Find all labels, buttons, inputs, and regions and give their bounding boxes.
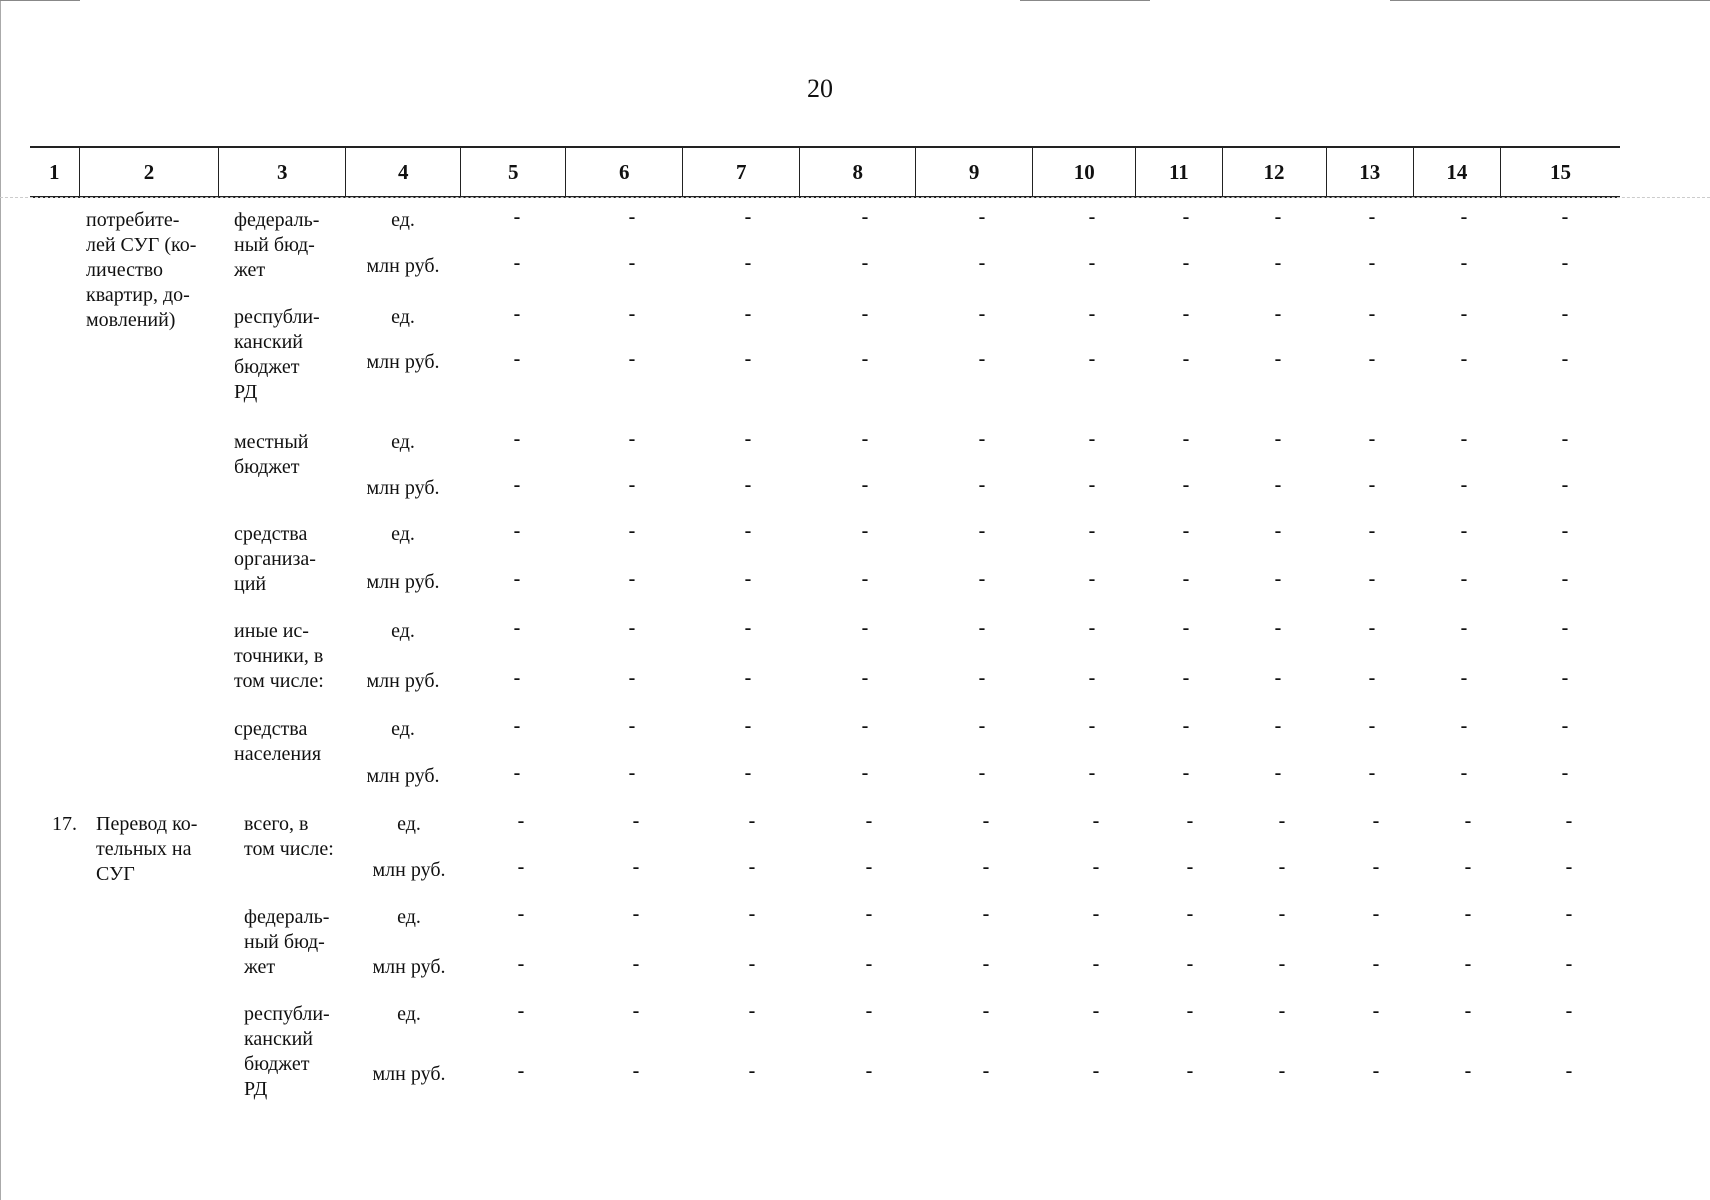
value-cell: - (513, 303, 521, 325)
unit-label: ед. (391, 306, 415, 328)
unit-label: ед. (391, 209, 415, 231)
value-cell: - (978, 303, 986, 325)
value-cell: - (1092, 1060, 1100, 1082)
value-cell: - (628, 348, 636, 370)
value-cell: - (1182, 715, 1190, 737)
unit-label: млн руб. (372, 859, 446, 881)
value-cell: - (632, 903, 640, 925)
value-cell: - (1561, 667, 1569, 689)
value-cell: - (1092, 810, 1100, 832)
value-cell: - (744, 715, 752, 737)
value-cell: - (861, 474, 869, 496)
value-cell: - (1460, 715, 1468, 737)
value-cell: - (1274, 303, 1282, 325)
value-cell: - (1274, 348, 1282, 370)
value-cell: - (1186, 953, 1194, 975)
value-cell: - (1088, 568, 1096, 590)
value-cell: - (628, 762, 636, 784)
value-cell: - (978, 762, 986, 784)
value-cell: - (517, 810, 525, 832)
value-cell: - (1368, 617, 1376, 639)
value-cell: - (1561, 715, 1569, 737)
scan-top-line (1020, 0, 1150, 1)
value-cell: - (1088, 348, 1096, 370)
value-cell: - (748, 1060, 756, 1082)
value-cell: - (517, 856, 525, 878)
value-cell: - (861, 762, 869, 784)
value-cell: - (1460, 762, 1468, 784)
unit-label: млн руб. (372, 956, 446, 978)
value-cell: - (1182, 520, 1190, 542)
value-cell: - (1561, 474, 1569, 496)
value-cell: - (865, 810, 873, 832)
funding-source: всего, в том числе: (244, 813, 334, 860)
unit-label: млн руб. (366, 351, 440, 373)
header-col-1: 1 (49, 159, 60, 184)
value-cell: - (744, 474, 752, 496)
header-col-13: 13 (1326, 148, 1413, 196)
value-cell: - (513, 206, 521, 228)
unit-label: ед. (391, 718, 415, 740)
value-cell: - (1372, 810, 1380, 832)
value-cell: - (1368, 206, 1376, 228)
value-cell: - (1182, 428, 1190, 450)
value-cell: - (632, 953, 640, 975)
value-cell: - (1182, 303, 1190, 325)
value-cell: - (1182, 474, 1190, 496)
value-cell: - (861, 568, 869, 590)
unit-label: ед. (397, 906, 421, 928)
header-col-5: 5 (460, 148, 565, 196)
header-col-14: 14 (1413, 148, 1500, 196)
value-cell: - (861, 715, 869, 737)
value-cell: - (628, 617, 636, 639)
value-cell: - (1460, 474, 1468, 496)
value-cell: - (1368, 568, 1376, 590)
value-cell: - (1460, 252, 1468, 274)
value-cell: - (1368, 428, 1376, 450)
value-cell: - (744, 568, 752, 590)
page-left-edge (0, 0, 1, 1200)
value-cell: - (744, 303, 752, 325)
value-cell: - (513, 667, 521, 689)
value-cell: - (748, 1000, 756, 1022)
header-col-3: 3 (218, 148, 345, 196)
value-cell: - (517, 953, 525, 975)
value-cell: - (1372, 903, 1380, 925)
value-cell: - (1464, 1060, 1472, 1082)
value-cell: - (1561, 520, 1569, 542)
value-cell: - (1368, 303, 1376, 325)
value-cell: - (748, 953, 756, 975)
value-cell: - (1182, 568, 1190, 590)
value-cell: - (628, 715, 636, 737)
value-cell: - (1278, 1060, 1286, 1082)
value-cell: - (744, 667, 752, 689)
value-cell: - (1460, 667, 1468, 689)
value-cell: - (517, 1060, 525, 1082)
value-cell: - (1092, 903, 1100, 925)
value-cell: - (982, 810, 990, 832)
funding-source: республи- канский бюджет РД (244, 1003, 330, 1100)
value-cell: - (1274, 520, 1282, 542)
value-cell: - (744, 617, 752, 639)
unit-label: млн руб. (366, 765, 440, 787)
value-cell: - (632, 1060, 640, 1082)
value-cell: - (517, 1000, 525, 1022)
value-cell: - (513, 762, 521, 784)
page-number: 20 (807, 74, 833, 103)
value-cell: - (1274, 568, 1282, 590)
value-cell: - (1368, 474, 1376, 496)
value-cell: - (1368, 252, 1376, 274)
value-cell: - (1182, 667, 1190, 689)
header-col-7: 7 (682, 148, 799, 196)
header-col-2: 2 (79, 148, 219, 196)
value-cell: - (861, 252, 869, 274)
value-cell: - (982, 953, 990, 975)
header-divider (0, 197, 1710, 198)
value-cell: - (982, 1060, 990, 1082)
value-cell: - (1182, 252, 1190, 274)
unit-label: ед. (391, 431, 415, 453)
unit-label: млн руб. (366, 571, 440, 593)
unit-label: млн руб. (366, 255, 440, 277)
value-cell: - (1565, 1000, 1573, 1022)
value-cell: - (628, 206, 636, 228)
value-cell: - (1186, 856, 1194, 878)
value-cell: - (1464, 903, 1472, 925)
value-cell: - (1368, 520, 1376, 542)
value-cell: - (1186, 903, 1194, 925)
value-cell: - (1278, 953, 1286, 975)
value-cell: - (865, 903, 873, 925)
value-cell: - (628, 568, 636, 590)
value-cell: - (1088, 617, 1096, 639)
value-cell: - (1561, 568, 1569, 590)
value-cell: - (744, 252, 752, 274)
value-cell: - (748, 856, 756, 878)
header-col-6: 6 (565, 148, 682, 196)
value-cell: - (632, 810, 640, 832)
value-cell: - (865, 856, 873, 878)
value-cell: - (865, 1000, 873, 1022)
value-cell: - (1368, 667, 1376, 689)
header-col-11: 11 (1135, 148, 1221, 196)
value-cell: - (978, 206, 986, 228)
value-cell: - (1464, 810, 1472, 832)
value-cell: - (861, 667, 869, 689)
value-cell: - (632, 1000, 640, 1022)
value-cell: - (1464, 1000, 1472, 1022)
value-cell: - (1186, 1000, 1194, 1022)
value-cell: - (513, 428, 521, 450)
value-cell: - (1464, 953, 1472, 975)
value-cell: - (1561, 348, 1569, 370)
value-cell: - (628, 667, 636, 689)
value-cell: - (978, 252, 986, 274)
funding-source: местный бюджет (234, 431, 309, 478)
value-cell: - (744, 520, 752, 542)
funding-source: республи- канский бюджет РД (234, 306, 320, 403)
value-cell: - (1092, 856, 1100, 878)
value-cell: - (748, 903, 756, 925)
value-cell: - (982, 856, 990, 878)
value-cell: - (978, 617, 986, 639)
value-cell: - (513, 252, 521, 274)
value-cell: - (1274, 428, 1282, 450)
value-cell: - (1088, 474, 1096, 496)
value-cell: - (1372, 953, 1380, 975)
value-cell: - (513, 348, 521, 370)
value-cell: - (1368, 762, 1376, 784)
value-cell: - (1460, 348, 1468, 370)
indicator-name: потребите- лей СУГ (ко- личество квартир, до- мовлений) (86, 209, 197, 331)
value-cell: - (628, 428, 636, 450)
value-cell: - (744, 762, 752, 784)
unit-label: ед. (391, 523, 415, 545)
value-cell: - (1274, 715, 1282, 737)
value-cell: - (1088, 206, 1096, 228)
value-cell: - (513, 474, 521, 496)
unit-label: млн руб. (372, 1063, 446, 1085)
unit-label: ед. (391, 620, 415, 642)
value-cell: - (744, 206, 752, 228)
value-cell: - (1088, 715, 1096, 737)
value-cell: - (1092, 1000, 1100, 1022)
value-cell: - (513, 568, 521, 590)
value-cell: - (1088, 667, 1096, 689)
value-cell: - (978, 667, 986, 689)
value-cell: - (978, 348, 986, 370)
value-cell: - (1088, 428, 1096, 450)
value-cell: - (1561, 303, 1569, 325)
funding-source: средства населения (234, 718, 322, 765)
value-cell: - (513, 617, 521, 639)
unit-label: млн руб. (366, 477, 440, 499)
value-cell: - (1561, 617, 1569, 639)
value-cell: - (978, 474, 986, 496)
value-cell: - (1186, 810, 1194, 832)
value-cell: - (982, 1000, 990, 1022)
value-cell: - (1278, 1000, 1286, 1022)
value-cell: - (1372, 1000, 1380, 1022)
unit-label: млн руб. (366, 670, 440, 692)
header-col-8: 8 (799, 148, 915, 196)
funding-source: средства организа- ций (234, 523, 316, 595)
header-col-12: 12 (1222, 148, 1326, 196)
indicator-name: Перевод ко- тельных на СУГ (96, 813, 198, 885)
value-cell: - (1186, 1060, 1194, 1082)
value-cell: - (982, 903, 990, 925)
value-cell: - (865, 953, 873, 975)
value-cell: - (1460, 428, 1468, 450)
value-cell: - (1092, 953, 1100, 975)
header-col-15: 15 (1500, 148, 1620, 196)
value-cell: - (1088, 303, 1096, 325)
value-cell: - (1278, 856, 1286, 878)
value-cell: - (865, 1060, 873, 1082)
value-cell: - (1561, 762, 1569, 784)
funding-source: федераль- ный бюд- жет (244, 906, 330, 978)
value-cell: - (1561, 206, 1569, 228)
value-cell: - (1368, 348, 1376, 370)
value-cell: - (628, 252, 636, 274)
header-col-10: 10 (1032, 148, 1135, 196)
value-cell: - (744, 348, 752, 370)
funding-source: федераль- ный бюд- жет (234, 209, 320, 281)
value-cell: - (1088, 252, 1096, 274)
value-cell: - (517, 903, 525, 925)
value-cell: - (1565, 856, 1573, 878)
row-number: 17. (52, 813, 77, 835)
value-cell: - (1460, 568, 1468, 590)
value-cell: - (628, 303, 636, 325)
value-cell: - (1274, 617, 1282, 639)
value-cell: - (1460, 303, 1468, 325)
value-cell: - (1565, 1060, 1573, 1082)
value-cell: - (1561, 428, 1569, 450)
value-cell: - (1372, 856, 1380, 878)
scan-top-line (0, 0, 80, 1)
value-cell: - (978, 715, 986, 737)
value-cell: - (978, 568, 986, 590)
value-cell: - (513, 715, 521, 737)
value-cell: - (1565, 903, 1573, 925)
value-cell: - (744, 428, 752, 450)
value-cell: - (1278, 903, 1286, 925)
unit-label: ед. (397, 1003, 421, 1025)
value-cell: - (978, 520, 986, 542)
value-cell: - (1565, 953, 1573, 975)
value-cell: - (1182, 762, 1190, 784)
value-cell: - (861, 428, 869, 450)
value-cell: - (1372, 1060, 1380, 1082)
value-cell: - (1274, 474, 1282, 496)
value-cell: - (1274, 206, 1282, 228)
value-cell: - (1182, 348, 1190, 370)
value-cell: - (861, 206, 869, 228)
value-cell: - (628, 520, 636, 542)
value-cell: - (632, 856, 640, 878)
value-cell: - (978, 428, 986, 450)
header-col-9: 9 (915, 148, 1032, 196)
value-cell: - (1464, 856, 1472, 878)
value-cell: - (1460, 206, 1468, 228)
value-cell: - (1274, 667, 1282, 689)
value-cell: - (1368, 715, 1376, 737)
value-cell: - (861, 520, 869, 542)
value-cell: - (861, 348, 869, 370)
header-col-4: 4 (345, 148, 460, 196)
scan-top-line (1390, 0, 1710, 1)
value-cell: - (1274, 762, 1282, 784)
value-cell: - (1278, 810, 1286, 832)
value-cell: - (1088, 520, 1096, 542)
value-cell: - (1565, 810, 1573, 832)
value-cell: - (1561, 252, 1569, 274)
value-cell: - (748, 810, 756, 832)
value-cell: - (1460, 520, 1468, 542)
value-cell: - (1182, 206, 1190, 228)
value-cell: - (861, 303, 869, 325)
value-cell: - (628, 474, 636, 496)
funding-source: иные ис- точники, в том числе: (234, 620, 324, 692)
value-cell: - (1182, 617, 1190, 639)
value-cell: - (513, 520, 521, 542)
unit-label: ед. (397, 813, 421, 835)
table-header-row (30, 146, 1620, 198)
value-cell: - (861, 617, 869, 639)
value-cell: - (1460, 617, 1468, 639)
value-cell: - (1274, 252, 1282, 274)
value-cell: - (1088, 762, 1096, 784)
